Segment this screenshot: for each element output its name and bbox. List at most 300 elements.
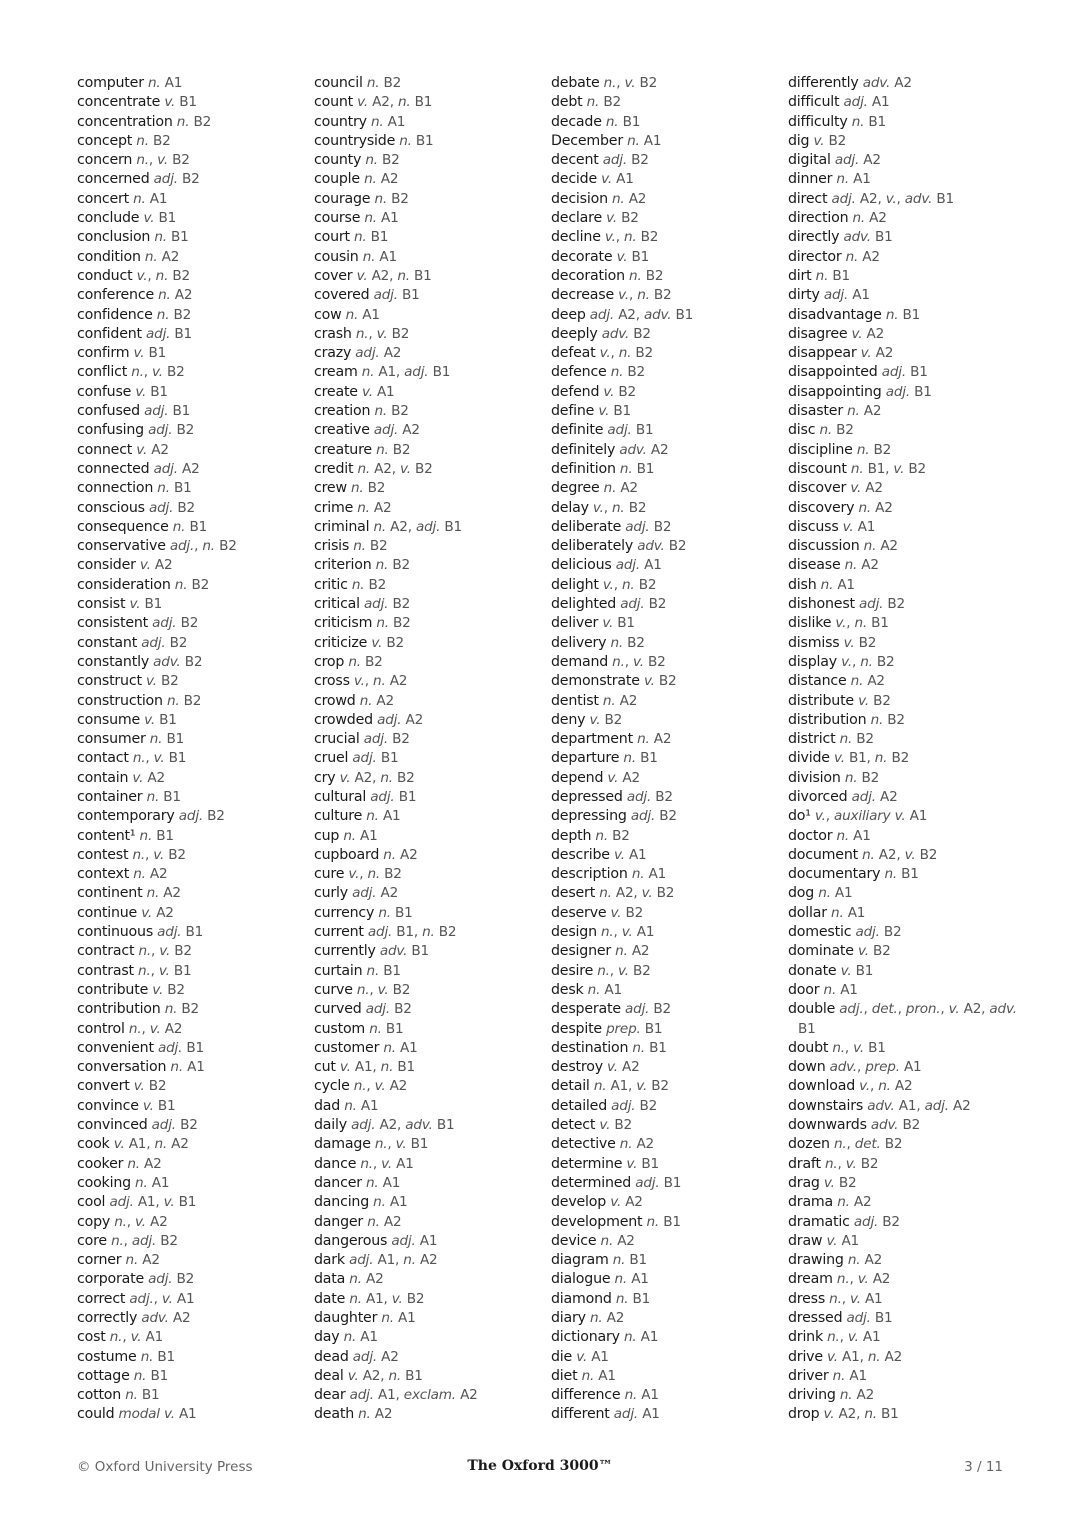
word-class-and-level: v. A1 bbox=[826, 1232, 860, 1249]
word-entry bbox=[77, 1077, 309, 1096]
word-entry bbox=[551, 1058, 783, 1077]
word-entry bbox=[314, 1270, 546, 1289]
word-class-and-level: v. A2 bbox=[607, 1059, 640, 1076]
word-class-and-level: v. A2 bbox=[139, 557, 173, 574]
word-entry bbox=[77, 672, 309, 691]
word-class-and-level: n. B1 bbox=[619, 460, 655, 477]
word-class-and-level: adj. A2 bbox=[377, 711, 424, 728]
word-class-and-level: n. A2 bbox=[845, 248, 880, 265]
word-class-and-level: n. A1, v. B2 bbox=[349, 1290, 425, 1307]
word-class-and-level: adj. A2 bbox=[373, 422, 420, 439]
word-class-and-level: v. B2 bbox=[599, 1117, 632, 1134]
headword: confuse bbox=[77, 383, 132, 400]
headword: concentration bbox=[77, 113, 173, 130]
word-class-and-level: v. B2 bbox=[823, 1174, 857, 1191]
word-class-and-level: n. A1 bbox=[345, 306, 380, 323]
word-class-and-level: adj. A1 bbox=[843, 94, 890, 111]
word-class-and-level: n. B1 bbox=[146, 788, 181, 805]
word-entry bbox=[788, 981, 1020, 1000]
word-entry bbox=[77, 595, 309, 614]
word-class-and-level: adj. A2, adv. B1 bbox=[589, 306, 694, 323]
word-entry bbox=[314, 807, 546, 826]
headword: drag bbox=[788, 1174, 820, 1191]
headword: contain bbox=[77, 769, 129, 786]
copyright-notice: © Oxford University Press bbox=[77, 1459, 253, 1475]
word-entry bbox=[77, 325, 309, 344]
word-class-and-level: adv. B1 bbox=[379, 943, 429, 960]
word-entry bbox=[314, 1309, 546, 1328]
word-class-and-level: adj. B2 bbox=[153, 171, 200, 188]
headword: depressing bbox=[551, 808, 627, 825]
word-entry bbox=[314, 1232, 546, 1251]
word-class-and-level: n., v. B2 bbox=[138, 943, 192, 960]
word-class-and-level: v. A2 bbox=[136, 441, 169, 458]
word-entry bbox=[788, 1328, 1020, 1347]
word-entry bbox=[788, 460, 1020, 479]
headword: crisis bbox=[314, 538, 350, 555]
headword: distribution bbox=[788, 711, 867, 728]
word-class-and-level: n. A1 bbox=[614, 1271, 649, 1288]
word-class-and-level: n. B2 bbox=[164, 1001, 199, 1018]
headword: declare bbox=[551, 210, 603, 227]
headword: do¹ bbox=[788, 808, 811, 825]
word-class-and-level: n., v. B2 bbox=[131, 364, 185, 381]
headword: crazy bbox=[314, 345, 352, 362]
word-entry bbox=[551, 556, 783, 575]
word-class-and-level: n. A1, v. B2 bbox=[593, 1078, 669, 1095]
word-entry bbox=[788, 1116, 1020, 1135]
word-class-and-level: v. B1 bbox=[144, 711, 177, 728]
headword: cross bbox=[314, 673, 350, 690]
word-entry bbox=[788, 325, 1020, 344]
word-class-and-level: adj. B2 bbox=[620, 596, 667, 613]
word-class-and-level: adj. B2 bbox=[141, 634, 188, 651]
headword: digital bbox=[788, 152, 831, 169]
headword: core bbox=[77, 1232, 107, 1249]
headword: curtain bbox=[314, 962, 363, 979]
headword: contribute bbox=[77, 981, 149, 998]
word-entry bbox=[551, 363, 783, 382]
headword: draw bbox=[788, 1232, 823, 1249]
word-entry bbox=[788, 286, 1020, 305]
headword: demonstrate bbox=[551, 673, 640, 690]
word-entry bbox=[77, 344, 309, 363]
headword: criticism bbox=[314, 615, 373, 632]
word-entry bbox=[788, 1251, 1020, 1270]
word-class-and-level: n. A2 bbox=[146, 885, 181, 902]
word-entry bbox=[77, 421, 309, 440]
headword: delighted bbox=[551, 596, 617, 613]
word-entry bbox=[788, 151, 1020, 170]
word-class-and-level: n. B2 bbox=[629, 267, 664, 284]
word-entry bbox=[77, 1270, 309, 1289]
word-class-and-level: n. A1 bbox=[362, 248, 397, 265]
headword: computer bbox=[77, 75, 144, 91]
word-class-and-level: adj. A1 bbox=[391, 1232, 438, 1249]
headword: course bbox=[314, 210, 361, 227]
word-class-and-level: n. B1 bbox=[133, 1367, 169, 1384]
word-entry bbox=[314, 576, 546, 595]
word-class-and-level: n. B2 bbox=[819, 422, 854, 439]
headword: divide bbox=[788, 750, 830, 767]
word-entry bbox=[77, 1290, 309, 1309]
word-entry bbox=[551, 884, 783, 903]
word-class-and-level: adj. B2 bbox=[365, 1001, 412, 1018]
word-class-and-level: n., v. B1 bbox=[132, 750, 187, 767]
headword: costume bbox=[77, 1348, 137, 1365]
headword: divorced bbox=[788, 788, 848, 805]
word-entry bbox=[77, 479, 309, 498]
word-class-and-level: n., v. B2 bbox=[597, 962, 651, 979]
word-entry bbox=[788, 132, 1020, 151]
word-class-and-level: n. B2 bbox=[366, 75, 402, 91]
word-entry bbox=[314, 672, 546, 691]
headword: continent bbox=[77, 885, 143, 902]
word-entry bbox=[77, 884, 309, 903]
word-class-and-level: n. B1 bbox=[157, 480, 192, 497]
headword: crew bbox=[314, 480, 347, 497]
word-class-and-level: adj. B1 bbox=[144, 403, 191, 420]
headword: delicious bbox=[551, 557, 612, 574]
word-entry bbox=[551, 1290, 783, 1309]
headword: dinner bbox=[788, 171, 833, 188]
headword: consequence bbox=[77, 518, 169, 535]
headword: custom bbox=[314, 1020, 366, 1037]
headword: copy bbox=[77, 1213, 111, 1230]
word-entry bbox=[788, 518, 1020, 537]
headword: conflict bbox=[77, 364, 128, 381]
word-entry bbox=[788, 1000, 1020, 1039]
word-class-and-level: v. A1 bbox=[361, 383, 395, 400]
headword: continue bbox=[77, 904, 138, 921]
word-entry bbox=[788, 113, 1020, 132]
word-entry bbox=[314, 1174, 546, 1193]
headword: document bbox=[788, 846, 858, 863]
word-class-and-level: adj. A1, exclam. A2 bbox=[349, 1387, 478, 1404]
headword: disappear bbox=[788, 345, 857, 362]
word-class-and-level: n. A2 bbox=[158, 287, 193, 304]
word-entry bbox=[788, 1097, 1020, 1116]
word-class-and-level: n. B1 bbox=[615, 1290, 651, 1307]
word-class-and-level: v., n. B2 bbox=[592, 499, 647, 516]
word-class-and-level: v. B1 bbox=[602, 615, 635, 632]
word-entry bbox=[788, 1039, 1020, 1058]
word-entry bbox=[788, 1155, 1020, 1174]
word-entry bbox=[314, 190, 546, 209]
word-class-and-level: adj. A1 bbox=[615, 557, 662, 574]
word-entry bbox=[314, 286, 546, 305]
headword: construction bbox=[77, 692, 163, 709]
word-class-and-level: n., v. A2 bbox=[114, 1213, 168, 1230]
word-entry bbox=[551, 711, 783, 730]
word-entry bbox=[77, 537, 309, 556]
word-class-and-level: v. A2, n. B1 bbox=[357, 94, 433, 111]
word-entry bbox=[788, 884, 1020, 903]
word-class-and-level: n. A2, v. B2 bbox=[862, 846, 938, 863]
word-entry bbox=[788, 807, 1020, 826]
word-entry bbox=[77, 402, 309, 421]
word-class-and-level: n. B2 bbox=[166, 692, 202, 709]
headword: death bbox=[314, 1406, 354, 1423]
headword: cottage bbox=[77, 1367, 130, 1384]
word-entry bbox=[551, 769, 783, 788]
word-class-and-level: v. A2 bbox=[850, 480, 883, 497]
word-class-and-level: n. A1 bbox=[836, 171, 871, 188]
headword: determine bbox=[551, 1155, 623, 1172]
word-class-and-level: n. B1 bbox=[612, 1252, 647, 1269]
word-entry bbox=[77, 1348, 309, 1367]
word-class-and-level: n. A1, adj. B1 bbox=[361, 364, 451, 381]
headword: consideration bbox=[77, 576, 171, 593]
word-entry bbox=[788, 344, 1020, 363]
word-entry bbox=[77, 228, 309, 247]
word-entry bbox=[788, 1348, 1020, 1367]
word-entry bbox=[551, 248, 783, 267]
word-class-and-level: n. B2 bbox=[870, 711, 905, 728]
headword: contemporary bbox=[77, 808, 175, 825]
headword: curved bbox=[314, 1001, 362, 1018]
headword: device bbox=[551, 1232, 597, 1249]
headword: distance bbox=[788, 673, 847, 690]
word-entry bbox=[551, 653, 783, 672]
word-entry bbox=[314, 634, 546, 653]
headword: criminal bbox=[314, 518, 370, 535]
word-entry bbox=[314, 1193, 546, 1212]
word-class-and-level: n. A1 bbox=[364, 210, 399, 227]
word-class-and-level: n. A2 bbox=[612, 190, 647, 207]
headword: differently bbox=[788, 75, 859, 91]
headword: couple bbox=[314, 171, 360, 188]
word-class-and-level: n., v. A1 bbox=[109, 1329, 164, 1346]
word-entry bbox=[788, 228, 1020, 247]
word-entry bbox=[551, 807, 783, 826]
word-column-3 bbox=[551, 74, 783, 1425]
word-class-and-level: n. A2 bbox=[858, 499, 893, 516]
word-entry bbox=[788, 1193, 1020, 1212]
word-entry bbox=[788, 267, 1020, 286]
word-class-and-level: n. A2 bbox=[602, 692, 638, 709]
headword: distribute bbox=[788, 692, 854, 709]
headword: disappointing bbox=[788, 383, 882, 400]
word-entry bbox=[551, 402, 783, 421]
word-class-and-level: n. A1 bbox=[832, 1367, 867, 1384]
word-class-and-level: v., n. B1 bbox=[835, 615, 889, 632]
headword: decent bbox=[551, 152, 599, 169]
headword: decade bbox=[551, 113, 602, 130]
word-class-and-level: adv. B2 bbox=[637, 538, 687, 555]
word-class-and-level: adv. B2 bbox=[153, 653, 203, 670]
word-class-and-level: v. A2, n. B1 bbox=[823, 1406, 899, 1423]
headword: criterion bbox=[314, 557, 372, 574]
word-class-and-level: prep. B1 bbox=[606, 1020, 663, 1037]
word-class-and-level: adj. B1, n. B2 bbox=[367, 924, 457, 941]
word-class-and-level: n. A1 bbox=[366, 808, 401, 825]
word-class-and-level: v. A2, n. B1 bbox=[356, 267, 432, 284]
headword: cotton bbox=[77, 1387, 122, 1404]
word-class-and-level: n. A2 bbox=[839, 1387, 875, 1404]
word-class-and-level: n. A1 bbox=[581, 1367, 616, 1384]
headword: content¹ bbox=[77, 827, 136, 844]
word-entry bbox=[77, 1020, 309, 1039]
word-class-and-level: v. A2 bbox=[610, 1194, 643, 1211]
word-class-and-level: n. A1 bbox=[627, 132, 662, 149]
headword: diary bbox=[551, 1310, 586, 1326]
word-class-and-level: adv. A2 bbox=[141, 1310, 191, 1326]
headword: doubt bbox=[788, 1039, 829, 1056]
word-class-and-level: adv. A2 bbox=[619, 441, 669, 458]
word-class-and-level: n. A1 bbox=[381, 1310, 416, 1326]
headword: deny bbox=[551, 711, 586, 728]
word-entry bbox=[77, 460, 309, 479]
headword: deep bbox=[551, 306, 586, 323]
word-class-and-level: n. A2 bbox=[383, 846, 418, 863]
word-entry bbox=[788, 479, 1020, 498]
word-class-and-level: n., v. B2 bbox=[612, 653, 666, 670]
word-class-and-level: n. A2 bbox=[847, 1252, 883, 1269]
headword: district bbox=[788, 731, 836, 748]
word-entry bbox=[77, 692, 309, 711]
headword: discuss bbox=[788, 518, 839, 535]
word-class-and-level: n. B2 bbox=[376, 615, 411, 632]
word-entry bbox=[551, 306, 783, 325]
word-class-and-level: n. A1 bbox=[343, 827, 378, 844]
word-class-and-level: adj. B1 bbox=[157, 924, 204, 941]
headword: consider bbox=[77, 557, 136, 574]
word-entry bbox=[551, 151, 783, 170]
word-entry bbox=[788, 363, 1020, 382]
headword: direction bbox=[788, 210, 849, 227]
word-class-and-level: n. B2 bbox=[351, 576, 387, 593]
word-class-and-level: n. B2 bbox=[376, 441, 411, 458]
word-entry bbox=[788, 1290, 1020, 1309]
word-entry bbox=[788, 1213, 1020, 1232]
word-class-and-level: v. A2, n. B2 bbox=[339, 769, 415, 786]
word-entry bbox=[77, 267, 309, 286]
word-entry bbox=[77, 827, 309, 846]
word-entry bbox=[551, 1386, 783, 1405]
headword: door bbox=[788, 981, 820, 998]
headword: detect bbox=[551, 1117, 596, 1134]
headword: confusing bbox=[77, 422, 144, 439]
word-entry bbox=[77, 1058, 309, 1077]
word-class-and-level: n. A2 bbox=[133, 866, 168, 883]
word-class-and-level: n. A2 bbox=[619, 1136, 655, 1153]
headword: desire bbox=[551, 962, 594, 979]
word-class-and-level: adj. B1 bbox=[881, 364, 928, 381]
word-class-and-level: n. B1 bbox=[140, 1348, 175, 1365]
word-entry bbox=[77, 865, 309, 884]
headword: conclude bbox=[77, 210, 140, 227]
word-entry bbox=[788, 248, 1020, 267]
headword: discovery bbox=[788, 499, 855, 516]
word-class-and-level: n. A2 bbox=[844, 557, 879, 574]
word-class-and-level: n. A1 bbox=[818, 885, 853, 902]
headword: detail bbox=[551, 1078, 590, 1095]
headword: deserve bbox=[551, 904, 607, 921]
headword: credit bbox=[314, 460, 354, 477]
headword: discount bbox=[788, 460, 847, 477]
word-class-and-level: n., v. B1 bbox=[374, 1136, 429, 1153]
word-entry bbox=[551, 904, 783, 923]
word-entry bbox=[77, 807, 309, 826]
headword: determined bbox=[551, 1174, 632, 1191]
headword: cow bbox=[314, 306, 342, 323]
word-entry bbox=[551, 518, 783, 537]
word-class-and-level: adj., v. A1 bbox=[129, 1290, 195, 1307]
headword: cool bbox=[77, 1194, 106, 1211]
headword: criticize bbox=[314, 634, 368, 651]
word-entry bbox=[77, 769, 309, 788]
headword: driver bbox=[788, 1367, 829, 1384]
headword: court bbox=[314, 229, 350, 246]
word-column-1 bbox=[77, 74, 309, 1425]
word-class-and-level: n. A2 bbox=[127, 1155, 162, 1172]
headword: die bbox=[551, 1348, 573, 1365]
headword: council bbox=[314, 75, 363, 91]
word-class-and-level: adj. B2 bbox=[625, 518, 672, 535]
word-entry bbox=[788, 402, 1020, 421]
headword: corner bbox=[77, 1252, 122, 1269]
headword: definitely bbox=[551, 441, 616, 458]
word-class-and-level: v., n. B2 bbox=[602, 576, 657, 593]
headword: confidence bbox=[77, 306, 153, 323]
word-class-and-level: n. A1 bbox=[623, 1329, 659, 1346]
word-entry bbox=[551, 846, 783, 865]
headword: delay bbox=[551, 499, 589, 516]
word-class-and-level: n., adj. B2 bbox=[111, 1232, 178, 1249]
word-class-and-level: v. B1 bbox=[142, 1097, 176, 1114]
word-class-and-level: v. A2 bbox=[851, 325, 885, 342]
headword: depend bbox=[551, 769, 604, 786]
headword: depressed bbox=[551, 788, 623, 805]
word-entry bbox=[77, 904, 309, 923]
word-entry bbox=[551, 132, 783, 151]
word-entry bbox=[314, 614, 546, 633]
word-entry bbox=[77, 614, 309, 633]
headword: disappointed bbox=[788, 364, 878, 381]
headword: decorate bbox=[551, 248, 613, 265]
word-entry bbox=[551, 1155, 783, 1174]
headword: dancing bbox=[314, 1194, 370, 1211]
headword: culture bbox=[314, 808, 363, 825]
word-class-and-level: v. B1 bbox=[129, 596, 163, 613]
word-entry bbox=[551, 576, 783, 595]
headword: difficulty bbox=[788, 113, 848, 130]
word-class-and-level: v., n. B2 bbox=[604, 229, 659, 246]
headword: critic bbox=[314, 576, 348, 593]
word-entry bbox=[551, 383, 783, 402]
word-entry bbox=[551, 1174, 783, 1193]
headword: decoration bbox=[551, 267, 625, 284]
headword: dancer bbox=[314, 1174, 362, 1191]
word-entry bbox=[77, 1116, 309, 1135]
word-class-and-level: v. B1 bbox=[164, 94, 197, 111]
word-entry bbox=[314, 209, 546, 228]
word-entry bbox=[551, 672, 783, 691]
headword: dislike bbox=[788, 615, 832, 632]
headword: cruel bbox=[314, 750, 349, 767]
word-class-and-level: v. B2 bbox=[133, 1078, 167, 1095]
headword: drink bbox=[788, 1329, 823, 1346]
word-class-and-level: v. B1 bbox=[143, 210, 177, 227]
word-class-and-level: n. A1 bbox=[365, 1174, 401, 1191]
word-entry bbox=[77, 441, 309, 460]
word-entry bbox=[551, 595, 783, 614]
word-entry bbox=[314, 711, 546, 730]
word-entry bbox=[77, 1097, 309, 1116]
word-class-and-level: n. A1 bbox=[135, 1174, 170, 1191]
word-entry bbox=[314, 904, 546, 923]
